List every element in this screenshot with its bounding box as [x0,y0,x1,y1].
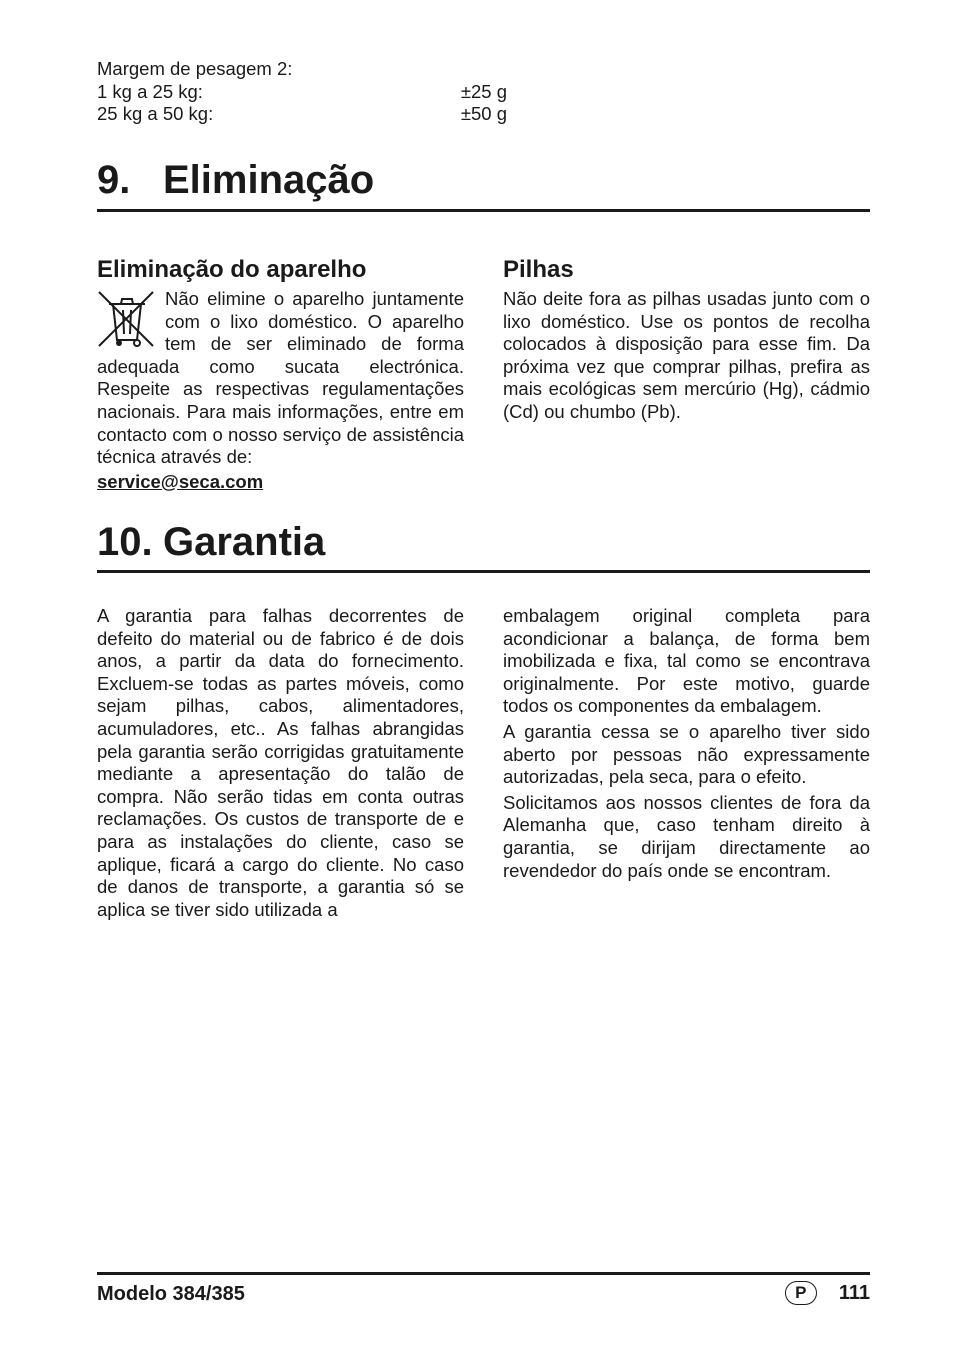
device-disposal-body [97,288,464,469]
weighing-tolerance [97,58,507,126]
service-email-link[interactable]: service@seca.com [97,470,264,492]
section-10-rule [97,570,870,573]
warranty-right [503,605,870,882]
section-9-rule [97,209,870,212]
section-9-number: 9. [97,158,131,202]
section-9-title: Eliminação [163,158,375,202]
section-10-number: 10. [97,520,153,564]
warranty-paragraph: Solicitamos aos nossos clientes de fora da Alemanha que, caso tenham direito à garantia, se dirijam directamente ao revendedor do país onde se encontram. [503,791,870,881]
footer-page-info [785,1281,870,1305]
weighing-value: ±25 g [460,80,507,102]
section-10-title: Garantia [163,520,326,564]
warranty-paragraph: embalagem original completa para acondicionar a balança, de forma bem imobilizada e fixa, tal como se encontrava originalmente. Por este motivo, guarde todos os componentes da embalagem. [503,605,870,717]
weighing-label: Margem de pesagem 2: [97,58,293,79]
batteries-heading: Pilhas [503,256,574,283]
weighing-range: 1 kg a 25 kg: [97,80,203,102]
batteries-disposal [503,256,870,424]
page-number: 111 [838,1282,870,1304]
section-10-heading [97,520,325,564]
weighing-value: ±50 g [460,103,507,125]
warranty-paragraph: A garantia cessa se o aparelho tiver sido aberto por pessoas não expressamente autorizadas, pela seca, para o efeito. [503,720,870,788]
language-badge: P [785,1281,817,1305]
footer-rule [97,1272,870,1275]
batteries-text: Não deite fora as pilhas usadas junto com o lixo doméstico. Use os pontos de recolha colocados à disposição para esse fim. Da próxima vez que comprar pilhas, prefira as mais ecológicas sem mercúrio (Hg), cádmio (Cd) ou chumbo (Pb). [503,288,870,422]
device-disposal-heading: Eliminação do aparelho [97,256,367,283]
footer-model: Modelo 384/385 [97,1283,245,1305]
section-9-heading [97,158,374,202]
weighing-row [97,81,507,104]
weighing-range: 25 kg a 50 kg: [97,103,214,125]
warranty-left-text: A garantia para falhas decorrentes de defeito do material ou de fabrico é de dois anos, a partir da data do fornecimento. Excluem-se todas as partes móveis, como sejam pilhas, cabos, alimentadores, acumuladores, etc.. As falhas abrangidas pela garantia serão corrigidas gratuitamente mediante a apresentação do talão de compra. Não serão tidas em conta outras reclamações. Os custos de transporte de e para as instalações do cliente, caso se aplique, ficará a cargo do cliente. No caso de danos de transporte, a garantia só se aplica se tiver sido utilizada a [97,605,464,920]
device-disposal-text: Não elimine o aparelho juntamente com o lixo doméstico. O aparelho tem de ser eliminado de forma adequada como sucata electrónica. Respeite as respectivas regulamentações nacionais. Para mais informações, entre em contacto com o nosso serviço de assistência técnica através de: [97,288,464,468]
weighing-row [97,103,507,126]
crossed-out-bin-icon [97,290,155,352]
device-disposal [97,256,464,493]
